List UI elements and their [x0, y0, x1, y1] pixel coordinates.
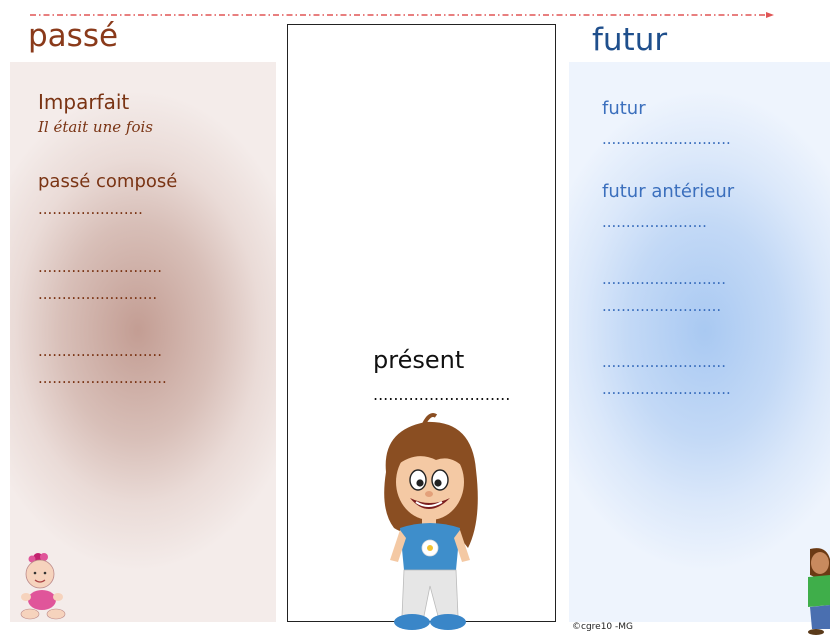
- blank-line: ...........................: [602, 130, 731, 148]
- girl-illustration: [372, 410, 492, 635]
- blank-line: .........................: [602, 297, 722, 315]
- blank-line: ..........................: [38, 342, 162, 360]
- blank-line: .........................: [38, 285, 158, 303]
- blank-line: ..........................: [602, 353, 726, 371]
- baby-illustration: [16, 552, 72, 622]
- futur-label: futur: [602, 98, 646, 119]
- imparfait-label: Imparfait: [38, 90, 130, 114]
- blank-line: ...........................: [373, 385, 511, 404]
- passe-compose-label: passé composé: [38, 171, 178, 192]
- blank-line: ...........................: [38, 369, 167, 387]
- blank-line: ..........................: [38, 258, 162, 276]
- present-label: présent: [373, 346, 465, 374]
- copyright-notice: ©cgre10 -MG: [572, 622, 634, 632]
- imparfait-example: Il était une fois: [38, 118, 153, 136]
- blank-line: ......................: [38, 200, 143, 218]
- blank-line: ..........................: [602, 270, 726, 288]
- blank-line: ...........................: [602, 380, 731, 398]
- timeline-arrow: [30, 12, 774, 18]
- futur-anterieur-label: futur antérieur: [602, 181, 735, 202]
- woman-illustration: [800, 545, 830, 635]
- heading-passe: passé: [28, 18, 119, 54]
- heading-futur: futur: [592, 22, 668, 58]
- blank-line: ......................: [602, 213, 707, 231]
